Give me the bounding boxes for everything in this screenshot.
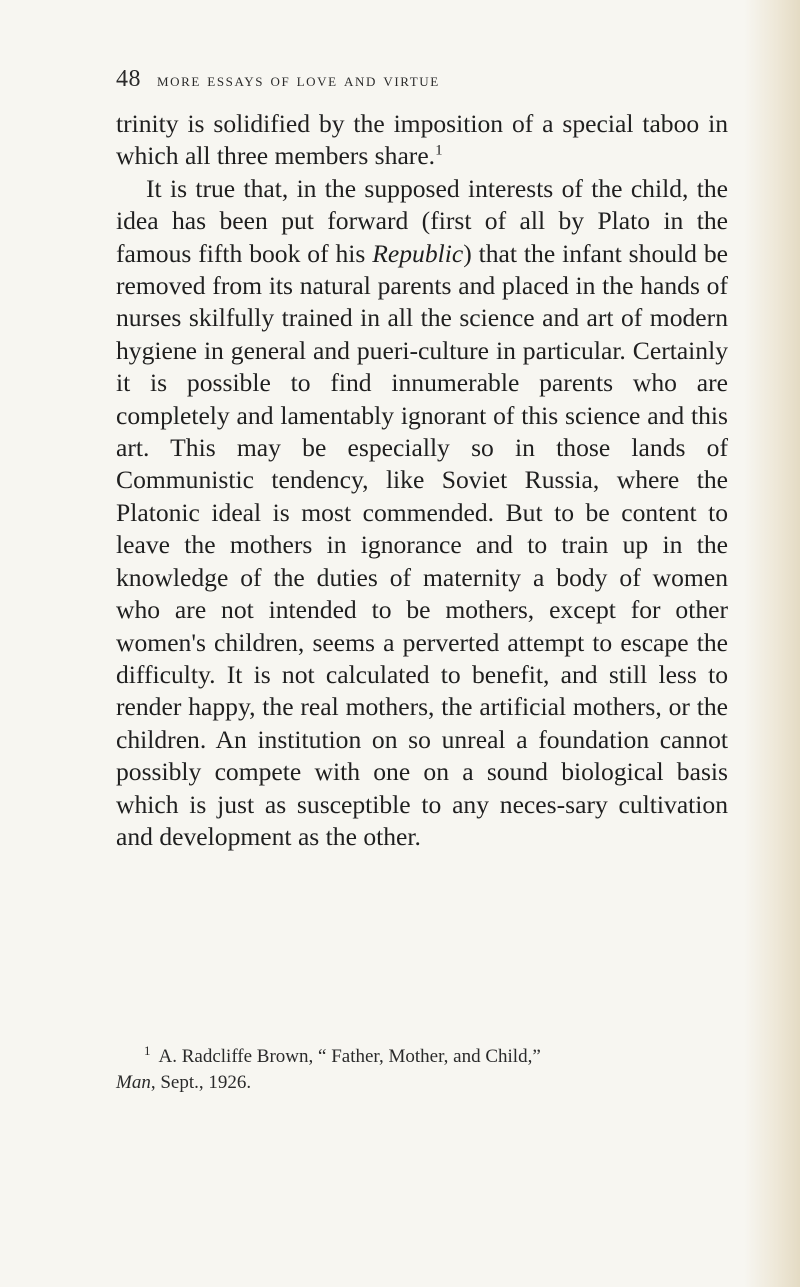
footnote-marker: 1	[144, 1042, 151, 1058]
footnote-date: , Sept., 1926.	[150, 1072, 252, 1093]
footnotes	[116, 1044, 728, 1096]
footnote-journal: Man	[116, 1072, 151, 1093]
running-header	[116, 66, 726, 100]
paragraph-2-text-rest: ) that the infant should be removed from its natural parents and placed in the hands of nurses skilfully trained in all the science and art of modern hygiene in general and pueri-culture in particular. Certainly it is possible to find innumerable parents who are completely and lamentably ignorant of this science and this art. This may be especially so in those lands of Communistic tendency, like Soviet Russia, where the Platonic ideal is most commended. But to be content to leave the mothers in ignorance and to train up in the knowledge of the duties of maternity a body of women who are not intended to be mothers, except for other women's children, seems a perverted attempt to escape the difficulty. It is not calculated to benefit, and still less to render happy, the real mothers, the artificial mothers, or the children. An institution on so unreal a foundation cannot possibly compete with one on a sound biological basis which is just as susceptible to any neces-sary cultivation and development as the other.	[116, 238, 728, 851]
book-title-republic: Republic	[372, 238, 464, 268]
paragraph-1-text: trinity is solidified by the imposition of a special taboo in which all three members share.	[116, 109, 728, 171]
body-text	[116, 108, 728, 853]
footnote-text: A. Radcliffe Brown, “ Father, Mother, and Child,”	[158, 1046, 541, 1067]
page-number: 48	[116, 66, 141, 92]
running-title: more essays of love and virtue	[157, 70, 440, 91]
paragraph-2-text-start: It is true that, in the supposed interests of the child, the idea has been put forward (first of all by Plato in the famous fifth book of his	[116, 173, 728, 268]
paragraph-2	[116, 173, 728, 854]
footnote-1	[116, 1044, 728, 1096]
footnote-reference: 1	[435, 142, 443, 159]
paragraph-1	[116, 108, 728, 173]
